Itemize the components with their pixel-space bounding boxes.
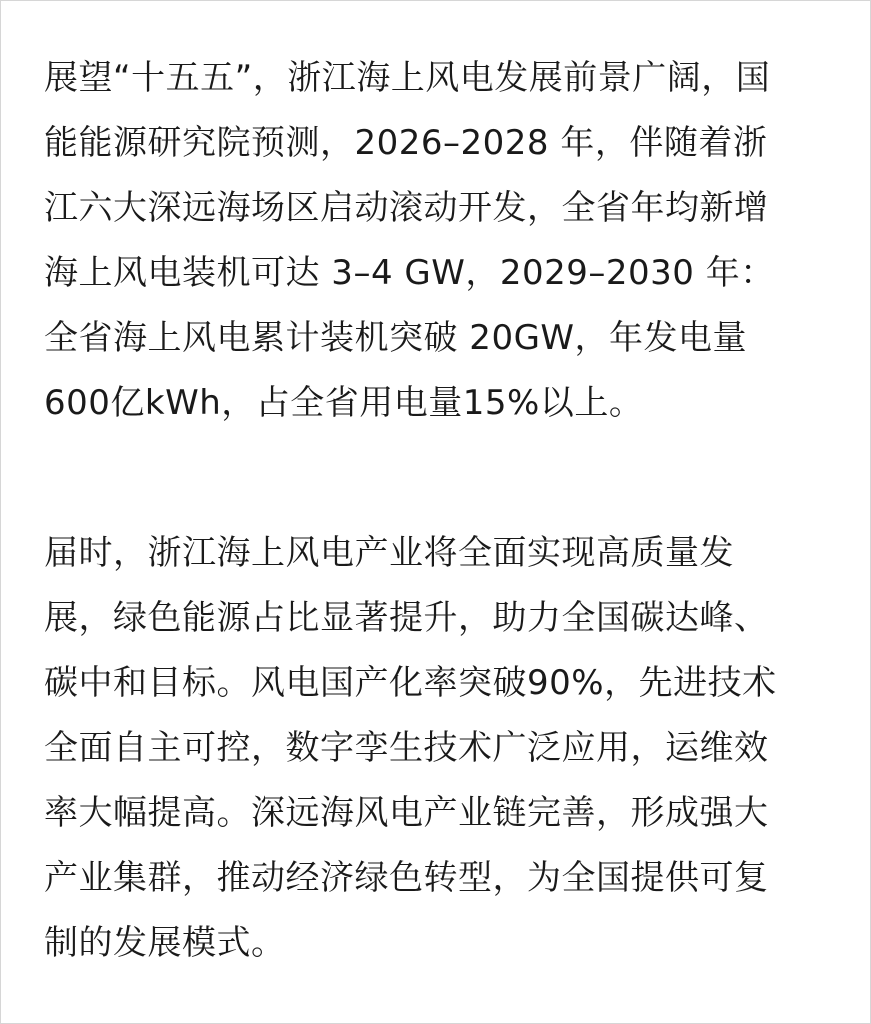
paragraph-line: 制的发展模式。 xyxy=(44,923,286,963)
paragraph-line: 碳中和目标。风电国产化率突破90%，先进技术 xyxy=(44,663,777,703)
paragraph-line: 600亿kWh，占全省用电量15%以上。 xyxy=(44,383,644,423)
paragraph-line: 海上风电装机可达 3–4 GW，2029–2030 年： xyxy=(44,253,775,293)
paragraph-line: 率大幅提高。深远海风电产业链完善，形成强大 xyxy=(44,793,769,833)
paragraph-future xyxy=(44,521,844,976)
paragraph-spacer xyxy=(44,436,844,521)
paragraph-outlook xyxy=(44,46,844,436)
paragraph-line: 江六大深远海场区启动滚动开发，全省年均新增 xyxy=(44,188,769,228)
paragraph-line: 全省海上风电累计装机突破 20GW，年发电量 xyxy=(44,318,748,358)
paragraph-line: 届时，浙江海上风电产业将全面实现高质量发 xyxy=(44,533,734,573)
paragraph-line: 全面自主可控，数字孪生技术广泛应用，运维效 xyxy=(44,728,769,768)
paragraph-line: 产业集群，推动经济绿色转型，为全国提供可复 xyxy=(44,858,769,898)
paragraph-line: 能能源研究院预测，2026–2028 年，伴随着浙 xyxy=(44,123,768,163)
paragraph-line: 展望“十五五”，浙江海上风电发展前景广阔，国 xyxy=(44,58,771,98)
paragraph-line: 展，绿色能源占比显著提升，助力全国碳达峰、 xyxy=(44,598,769,638)
article-body xyxy=(44,46,844,976)
